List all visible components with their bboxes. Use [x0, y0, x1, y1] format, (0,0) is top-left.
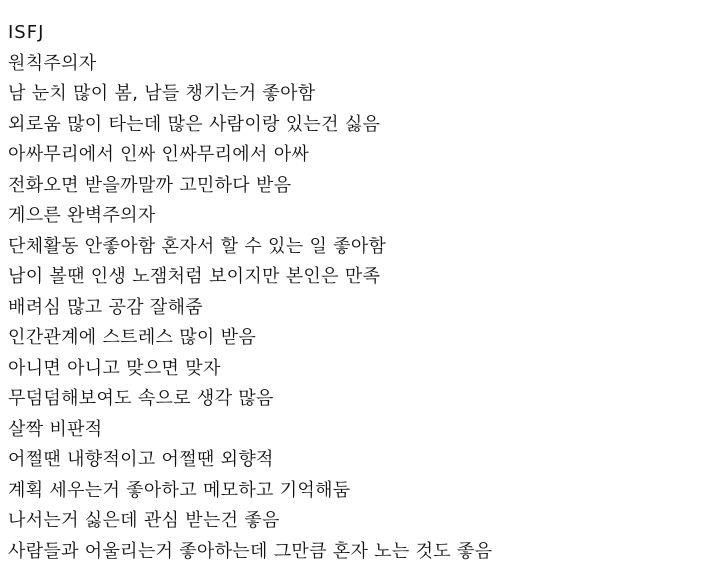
text-line: 무덤덤해보여도 속으로 생각 많음 [8, 388, 274, 409]
text-line: 사람들과 어울리는거 좋아하는데 그만큼 혼자 노는 것도 좋음 [8, 540, 493, 562]
text-line: 외로움 많이 타는데 많은 사람이랑 있는건 싫음 [8, 113, 381, 135]
text-line: 게으른 완벽주의자 [8, 205, 156, 226]
text-line: 전화오면 받을까말까 고민하다 받음 [8, 174, 292, 196]
text-line: 인간관계에 스트레스 많이 받음 [8, 327, 257, 348]
document-title: ISFJ [8, 22, 45, 43]
text-line: 아싸무리에서 인싸 인싸무리에서 아싸 [8, 144, 310, 165]
text-line: 나서는거 싫은데 관심 받는건 좋음 [8, 510, 280, 531]
text-line: 아니면 아니고 맞으면 맞자 [8, 357, 221, 379]
text-line: 남 눈치 많이 봄, 남들 챙기는거 좋아함 [8, 83, 316, 104]
text-line: 단체활동 안좋아함 혼자서 할 수 있는 일 좋아함 [8, 235, 387, 257]
text-line: 계획 세우는거 좋아하고 메모하고 기억해둠 [8, 479, 351, 501]
text-line: 원칙주의자 [8, 52, 97, 74]
text-line: 어쩔땐 내향적이고 어쩔땐 외향적 [8, 449, 274, 470]
text-line: 살짝 비판적 [8, 418, 103, 440]
text-line: 남이 볼땐 인생 노잼처럼 보이지만 본인은 만족 [8, 266, 381, 287]
text-line: 배려심 많고 공감 잘해줌 [8, 296, 203, 318]
mbti-text-document [8, 18, 708, 567]
